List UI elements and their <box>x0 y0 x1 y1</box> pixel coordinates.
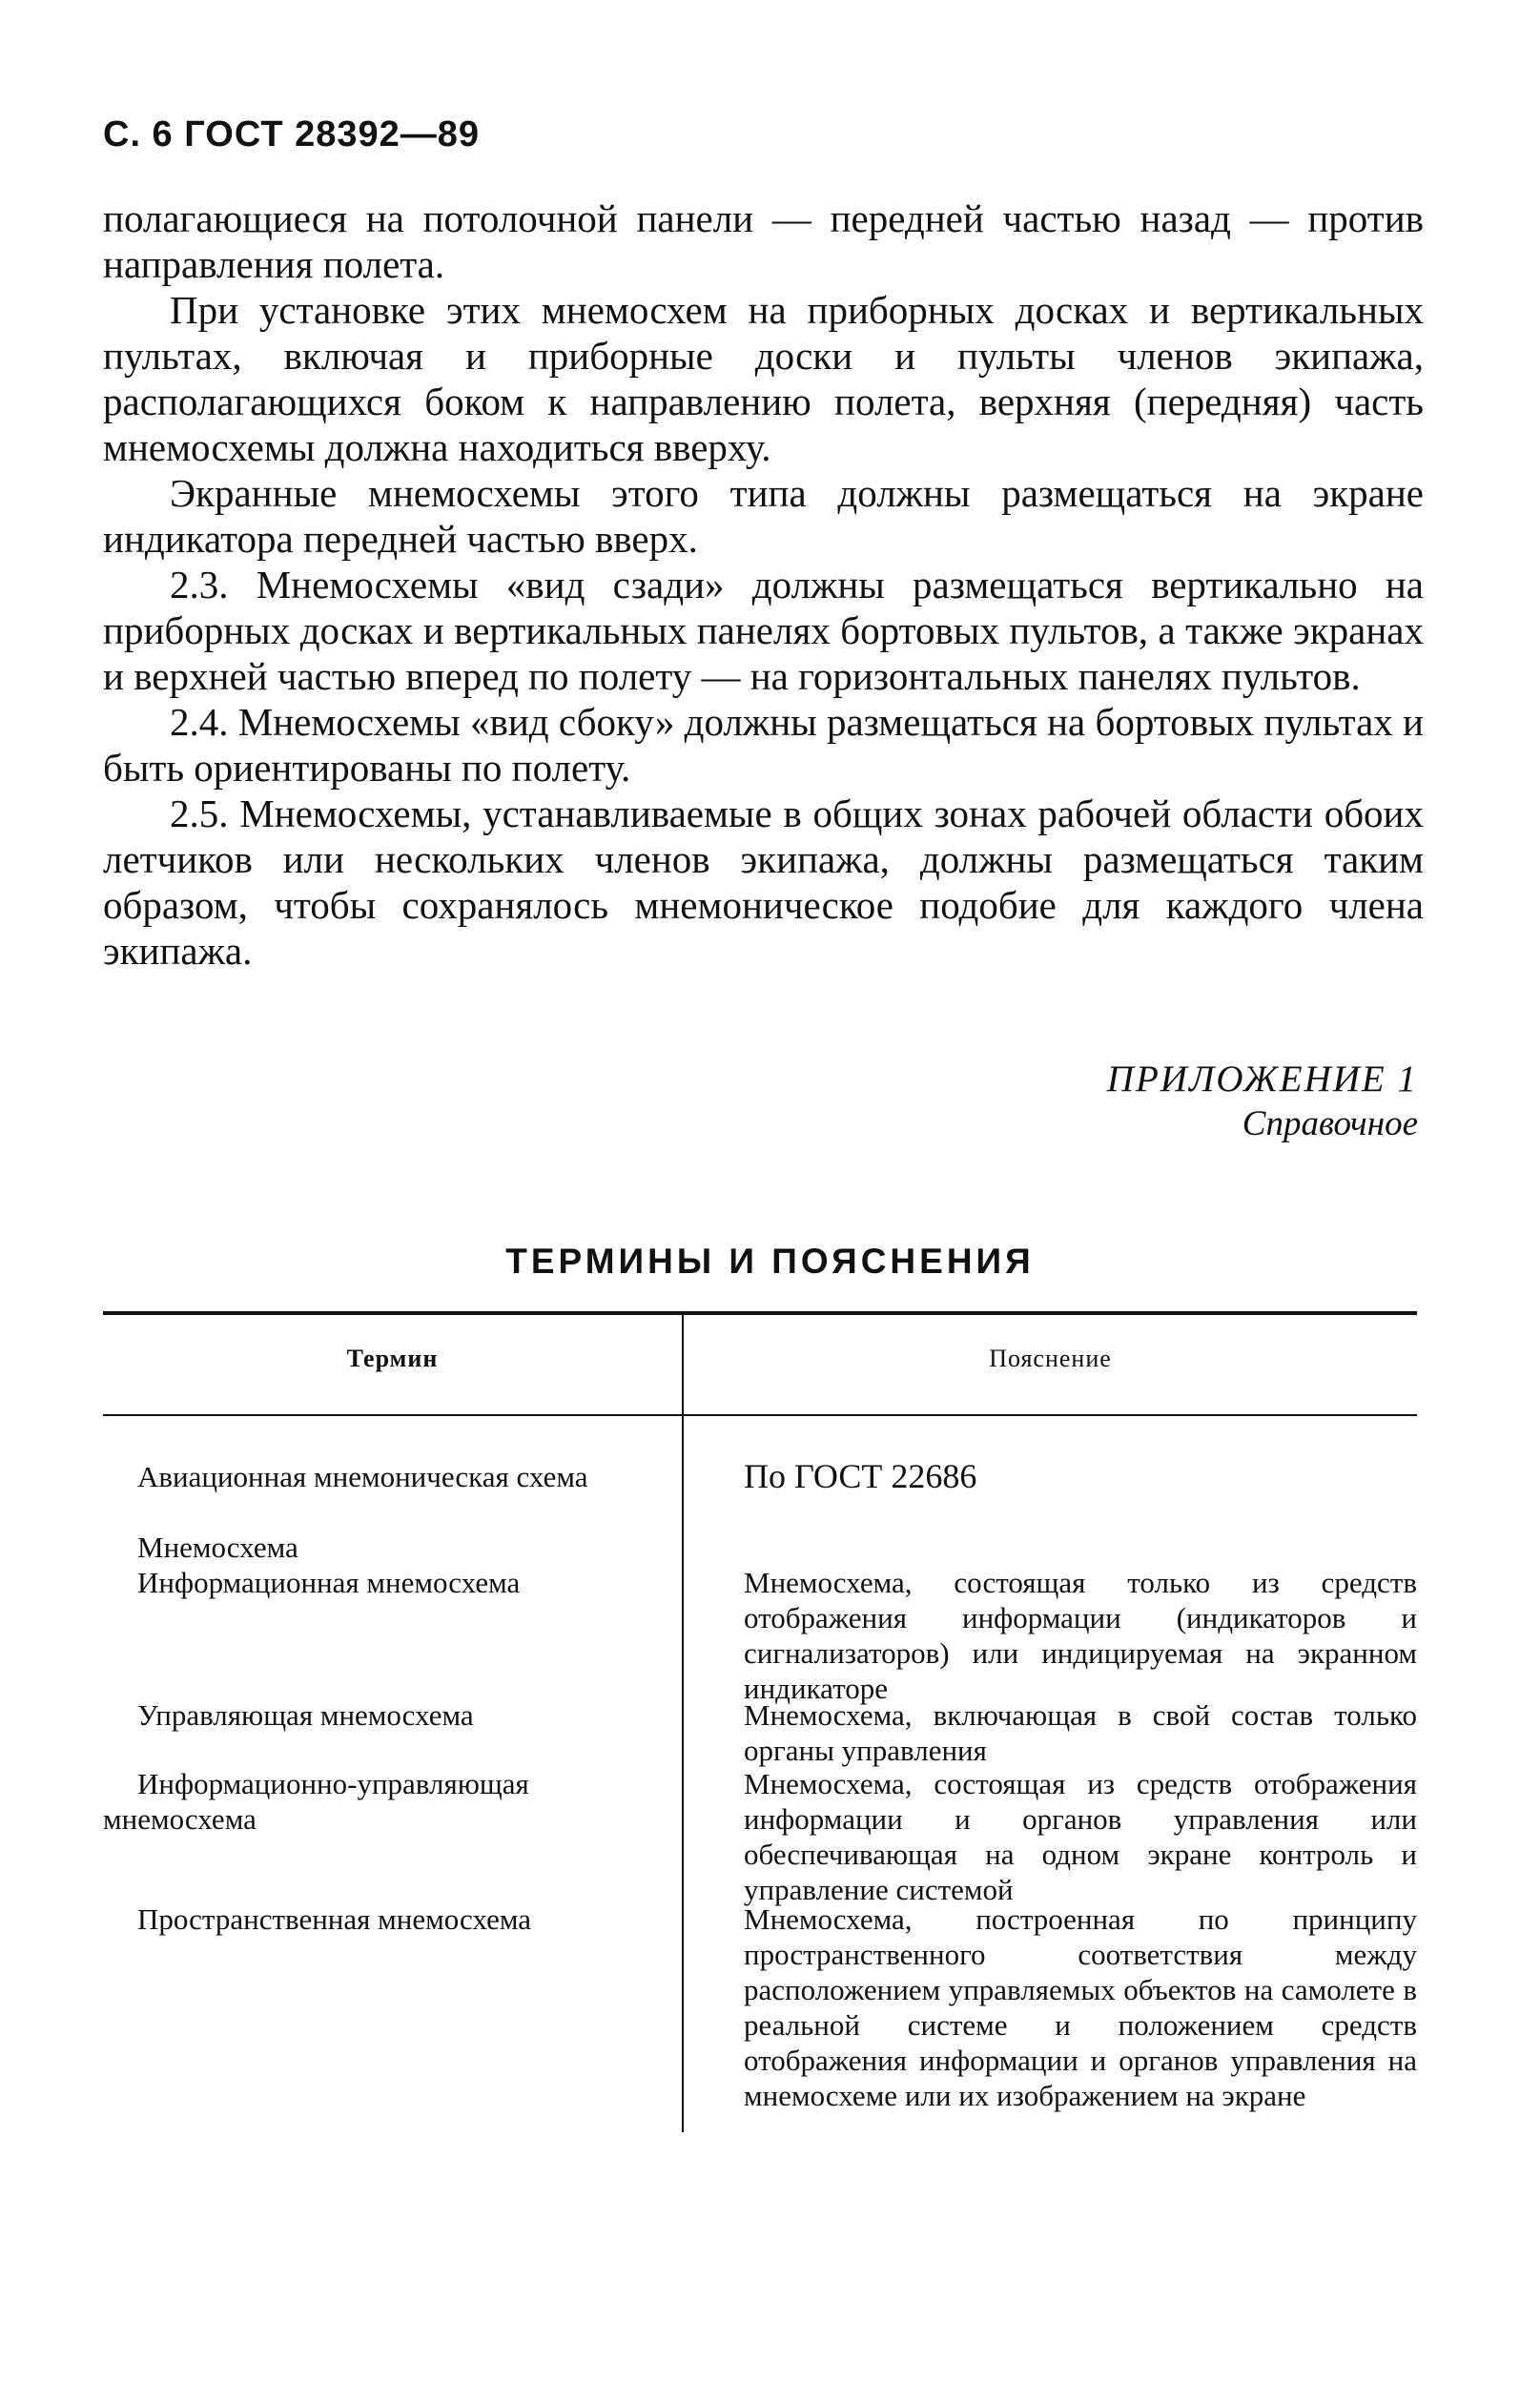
section-title: ТЕРМИНЫ И ПОЯСНЕНИЯ <box>505 1242 1035 1281</box>
paragraph-clause-2-5: 2.5. Мнемосхемы, устанавливаемые в общих зонах рабочей области обоих летчиков или нескольких членов экипажа, должны размещаться таким образом, чтобы сохранялось мнемоническое подобие для каждого члена экипажа. <box>103 791 1424 973</box>
term-cell: Управляющая мнемосхема <box>137 1698 474 1732</box>
body-text <box>103 195 1424 974</box>
paragraph: полагающиеся на потолочной панели — передней частью назад — против направления полета. <box>103 196 1424 286</box>
table-top-rule <box>103 1311 1417 1315</box>
appendix-label <box>1107 1057 1418 1146</box>
explanation-cell: Мнемосхема, построенная по принципу пространственного соответствия между расположением управляемых объектов на самолете в реальной системе и положением средств отображения информации и органов управления на мнемосхеме или их изображением на экране <box>744 1902 1417 2112</box>
term-cell: Пространственная мнемосхема <box>137 1902 532 1936</box>
appendix-note: Справочное <box>1242 1104 1418 1143</box>
column-header-term: Термин <box>346 1345 439 1372</box>
term-cell: Информационно-управляющая мнемосхема <box>103 1767 529 1836</box>
table-column-divider <box>682 1315 684 2132</box>
paragraph-clause-2-4: 2.4. Мнемосхемы «вид сбоку» должны размещаться на бортовых пультах и быть ориентированы по полету. <box>103 700 1424 790</box>
term-cell: Авиационная мнемоническая схема <box>137 1460 588 1493</box>
explanation-cell: Мнемосхема, включающая в свой состав только органы управления <box>744 1698 1417 1767</box>
page-header: С. 6 ГОСТ 28392—89 <box>103 114 481 154</box>
paragraph: Экранные мнемосхемы этого типа должны размещаться на экране индикатора передней частью вверх. <box>103 471 1424 561</box>
appendix-title: ПРИЛОЖЕНИЕ 1 <box>1106 1058 1418 1100</box>
column-header-explanation: Пояснение <box>989 1345 1112 1372</box>
term-cell: Информационная мнемосхема <box>137 1566 521 1599</box>
term-cell: Мнемосхема <box>137 1531 298 1564</box>
table-header-rule <box>103 1414 1417 1416</box>
explanation-cell: Мнемосхема, состоящая из средств отображения информации и органов управления или обеспечивающая на одном экране контроль и управление системой <box>744 1767 1417 1906</box>
paragraph-clause-2-3: 2.3. Мнемосхемы «вид сзади» должны размещаться вертикально на приборных досках и вертикальных панелях бортовых пультов, а также экранах и верхней частью вперед по полету — на горизонтальных панелях пультов. <box>103 563 1424 698</box>
explanation-cell: По ГОСТ 22686 <box>744 1457 977 1495</box>
paragraph: При установке этих мнемосхем на приборных досках и вертикальных пультах, включая и приборные доски и пульты членов экипажа, располагающихся боком к направлению полета, верхняя (передняя) часть мнемосхемы должна находиться вверху. <box>103 288 1424 469</box>
explanation-cell: Мнемосхема, состоящая только из средств отображения информации (индикаторов и сигнализаторов) или индицируемая на экранном индикаторе <box>744 1566 1417 1705</box>
